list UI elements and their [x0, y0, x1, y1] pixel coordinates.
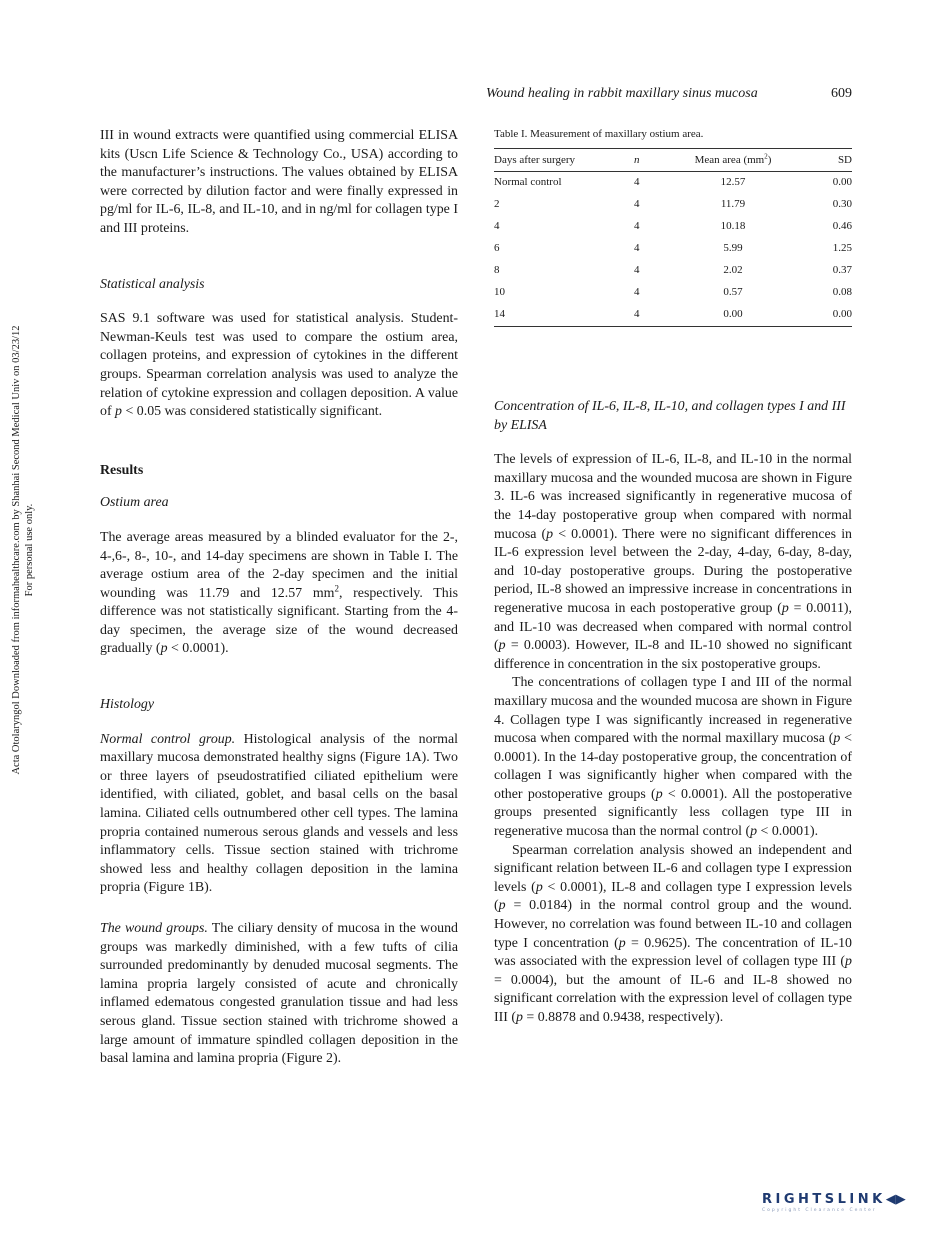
paragraph-intro: III in wound extracts were quantified using commercial ELISA kits (Uscn Life Science & Technology Co., USA) according to the manufacturer’s instructions. The values obtained by ELISA were corrected by dilution factor and were finally expressed in pg/ml for IL-6, IL-8, and IL-10, and in ng/ml for collagen type I and III proteins.	[100, 128, 458, 236]
rightslink-subtitle: Copyright Clearance Center	[762, 1208, 877, 1213]
rightslink-logo[interactable]	[762, 1192, 938, 1218]
paragraph-cytokine-levels: The levels of expression of IL-6, IL-8, and IL-10 in the normal maxillary mucosa and the wounded mucosa are shown in Figure 3. IL-6 was increased significantly in regenerative mucosa of the 14-day postoperative group when compared with normal mucosa (p < 0.0001). There were no significant differences in IL-6 expression level between the 2-day, 4-day, 6-day, 8-day, and 10-day postoperative groups. During the postoperative period, IL-8 showed an impressive increase in concentrations in regenerative mucosa in each postoperative group (p = 0.0011), and IL-10 was decreased when compared with normal control (p = 0.0003). However, IL-8 and IL-10 showed no significant difference in concentration in the six postoperative groups.	[494, 452, 853, 672]
table-row: 14 4 0.00 0.00	[494, 304, 852, 327]
table-row: 2 4 11.79 0.30	[494, 198, 852, 210]
table-row: 8 4 2.02 0.37	[494, 264, 852, 276]
paragraph-normal-control: Normal control group. Histological analysis of the normal maxillary mucosa demonstrated healthy signs (Figure 1A). Two or three layers of pseudostratified ciliated epithelium were identified, with ciliated, goblet, and basal cells on the basal lamina. Ciliated cells outnumbered other cell types. The lamina propria contained numerous serous glands and vessels and less inflammatory cells. Tissue section stained with trichrome showed less and healthy collagen deposition in the lamina propria (Figure 1B).	[100, 731, 458, 896]
table-ostium-area	[494, 128, 852, 327]
watermark-line-2: For personal use only.	[24, 503, 35, 597]
chevron-arrows-icon: ◀▶	[885, 1192, 906, 1207]
heading-concentration-elisa: Concentration of IL-6, IL-8, IL-10, and collagen types I and III by ELISA	[494, 399, 846, 433]
paragraph-ostium: The average areas measured by a blinded evaluator for the 2-, 4-,6-, 8-, 10-, and 14-day specimens are shown in Table I. The average ostium area of the 2-day specimen and the initial wounding was 11.79 and 12.57 $mm^2$, respectively. This difference was not statistically significant. Starting from the 4-day specimen, the average size of the wound decreased gradually (p < 0.0001).	[100, 529, 458, 657]
table-row: 4 4 10.18 0.46	[494, 220, 852, 232]
page-number: 609	[831, 86, 852, 101]
heading-histology: Histology	[100, 697, 155, 713]
table-row: 6 4 5.99 1.25	[494, 242, 852, 254]
table-row: 10 4 0.57 0.08	[494, 286, 852, 298]
running-header	[486, 86, 852, 106]
rightslink-wordmark: RIGHTSLINK◀▶	[762, 1192, 906, 1207]
heading-statistical-analysis: Statistical analysis	[100, 276, 205, 292]
running-title: Wound healing in rabbit maxillary sinus mucosa	[486, 86, 758, 101]
heading-results: Results	[100, 462, 144, 478]
table-header-row	[494, 149, 852, 172]
paragraph-wound-groups: The wound groups. The ciliary density of mucosa in the wound groups was markedly diminished, with a few tufts of cilia surrounded predominantly by denuded mucosal segments. The lamina propria largely consisted of acute and chronically inflamed edematous congested granulation tissue and had less serous gland. Tissue section stained with trichrome showed a large amount of immature spindled collagen deposition in the basal lamina and lamina propria (Figure 2).	[100, 921, 458, 1067]
header-n: n	[634, 149, 674, 172]
download-watermark	[0, 200, 46, 900]
header-days: Days after surgery	[494, 149, 634, 172]
paragraph-statistical: SAS 9.1 software was used for statistical analysis. Student-Newman-Keuls test was used to compare the ostium area, collagen proteins, and expression of cytokines in the different groups. Spearman correlation analysis was used to analyze the relation of cytokine expression and collagen deposition. A value of p < 0.05 was considered statistically significant.	[100, 311, 458, 420]
paragraph-collagen-levels: The concentrations of collagen type I and III of the normal maxillary mucosa and the wounded mucosa are shown in Figure 4. Collagen type I was significantly increased in regenerative mucosa when compared with the normal maxillary mucosa (p < 0.0001). In the 14-day postoperative group, the concentration of collagen I was significantly higher when compared with the other postoperative groups (p < 0.0001). All the postoperative groups presented significantly less collagen type III in regenerative mucosa than the normal control (p < 0.0001).	[494, 675, 853, 840]
watermark-line-1: Acta Otolaryngol Downloaded from informahealthcare.com by Shanhai Second Medical Univ on 03/23/12	[11, 325, 22, 775]
header-sd: SD	[792, 149, 852, 172]
left-column	[100, 127, 458, 1069]
download-watermark-text	[10, 325, 36, 774]
table-caption: Table I. Measurement of maxillary ostium area.	[494, 128, 704, 140]
paragraph-spearman: Spearman correlation analysis showed an independent and significant relation between IL-6 and collagen type I expression levels (p < 0.0001), IL-8 and collagen type I expression levels (p = 0.0184) in the normal control group and the wound. However, no correlation was found between IL-10 and collagen type I concentration (p = 0.9625). The concentration of IL-10 was associated with the expression level of collagen type III (p = 0.0004), but the amount of IL-6 and IL-8 showed no significant correlation with the expression level of collagen type III (p = 0.8878 and 0.9438, respectively).	[494, 842, 853, 1025]
data-table	[494, 148, 852, 327]
right-column	[494, 398, 852, 1028]
heading-ostium-area: Ostium area	[100, 495, 169, 511]
header-mean-area: Mean area $(mm^2)$	[674, 149, 792, 172]
table-row: Normal control 4 12.57 0.00	[494, 176, 852, 188]
